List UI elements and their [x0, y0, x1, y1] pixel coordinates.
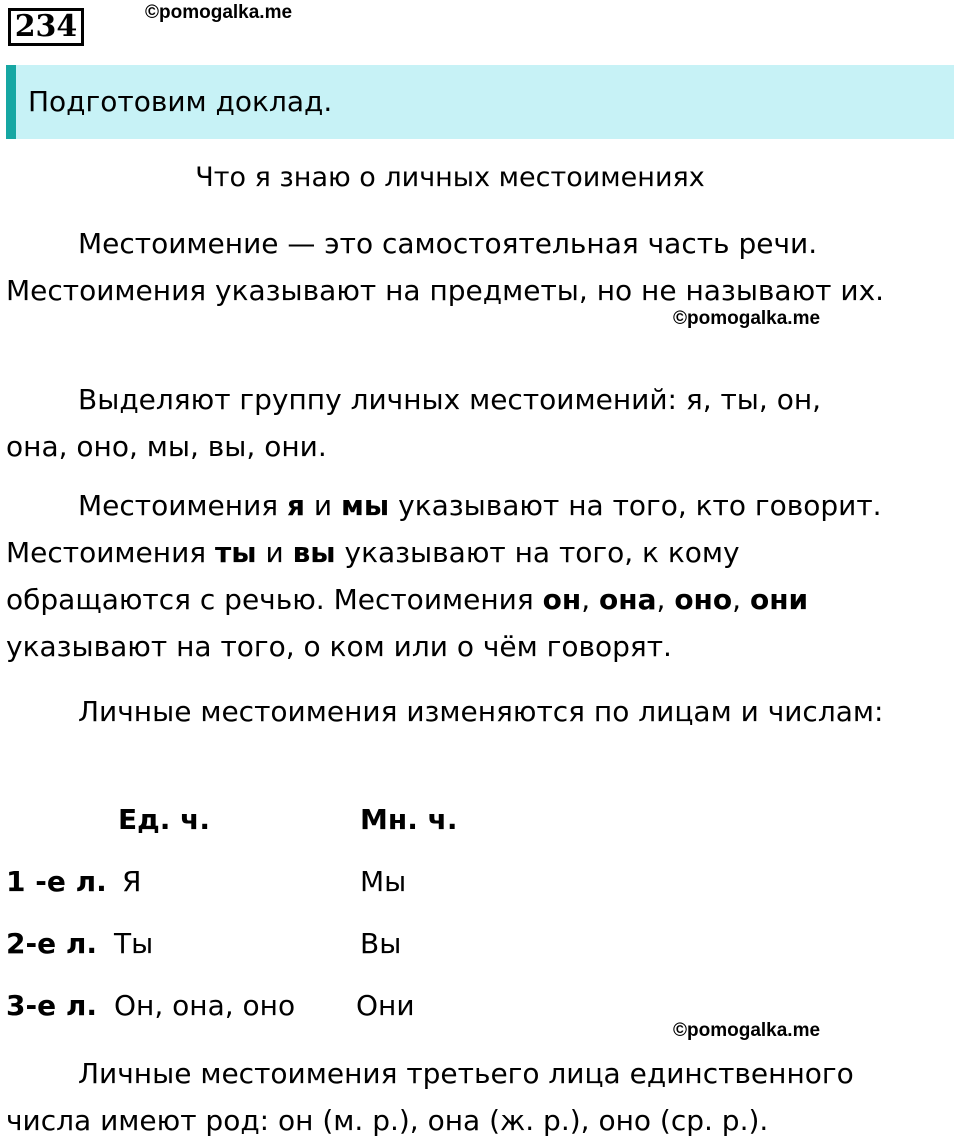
cell-plural: Они — [356, 989, 415, 1022]
watermark: ©pomogalka.me — [145, 2, 293, 23]
cell-singular: Он, она, оно — [114, 989, 296, 1022]
cell-plural: Мы — [360, 865, 407, 898]
row-label-person: 3-е л. — [6, 989, 97, 1022]
report-title: Что я знаю о личных местоимениях — [195, 162, 705, 193]
cell-singular: Я — [122, 865, 142, 898]
cell-plural: Вы — [360, 927, 402, 960]
col-header-plural: Мн. ч. — [360, 803, 458, 836]
col-header-singular: Ед. ч. — [118, 803, 210, 836]
paragraph-persons: Местоимения я и мы указывают на того, кто говорит. Местоимения ты и вы указывают на того, к кому обращаются с речью. Местоимения он, она, оно, они указывают на того, о ком или о чём говорят. — [6, 489, 882, 663]
task-number: 234 — [8, 8, 84, 46]
banner-text: Подготовим доклад. — [28, 85, 333, 118]
row-label-person: 1 -е л. — [6, 865, 107, 898]
row-label-person: 2-е л. — [6, 927, 97, 960]
watermark: ©pomogalka.me — [673, 1020, 821, 1041]
paragraph-personal-group: Выделяют группу личных местоимений: я, ты, он, она, оно, мы, вы, они. — [6, 383, 822, 463]
paragraph-change: Личные местоимения изменяются по лицам и числам: — [78, 695, 884, 728]
cell-singular: Ты — [114, 927, 154, 960]
watermark: ©pomogalka.me — [673, 308, 821, 329]
paragraph-definition: Местоимение — это самостоятельная часть речи. Местоимения указывают на предметы, но не называют их. — [6, 227, 885, 307]
task-banner — [6, 65, 954, 139]
paragraph-gender: Личные местоимения третьего лица единственного числа имеют род: он (м. р.), она (ж. р.), оно (ср. р.). — [6, 1057, 854, 1137]
